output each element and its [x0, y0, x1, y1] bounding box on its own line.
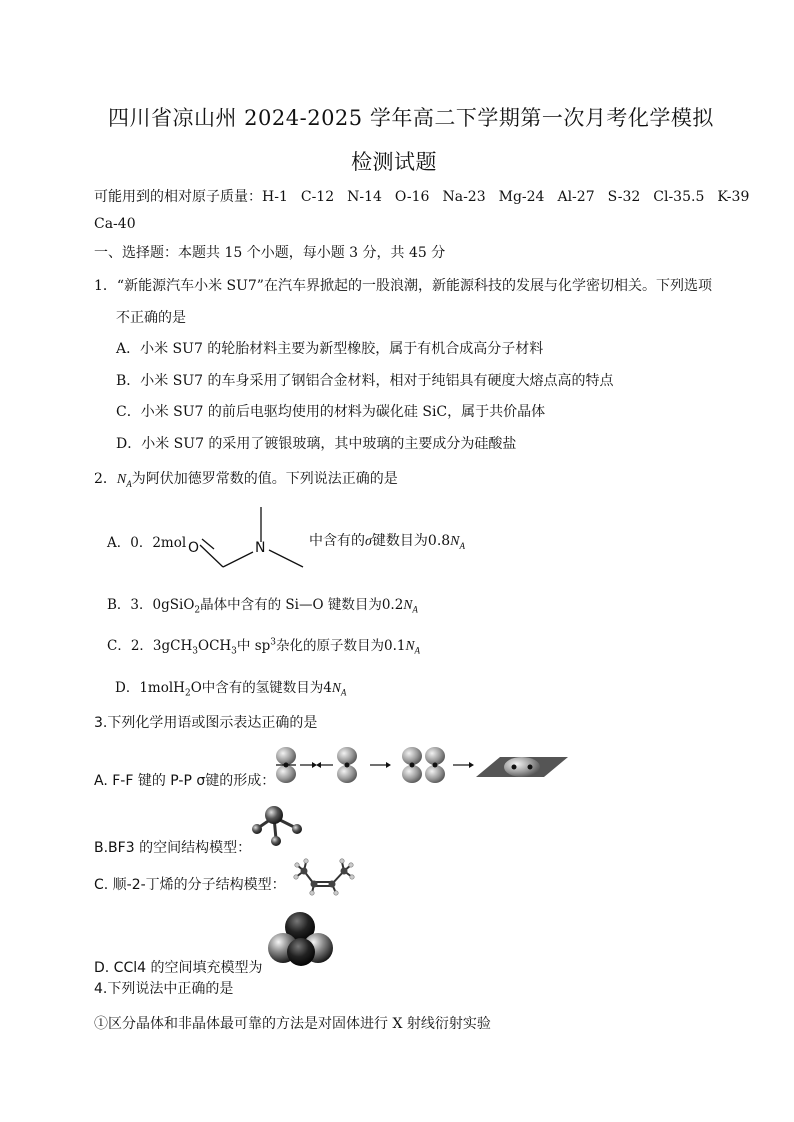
atomic-mass: Cl-35.5 [653, 189, 705, 205]
q3-option-a: A. F-F 键的 P-P σ键的形成： [94, 773, 276, 789]
q2-option-b: B．3．0gSiO$_2$晶体中含有的 Si—O 键数目为$0.2N_A$ [107, 597, 418, 616]
q2-option-a-prefix: A．0．2mol [107, 535, 187, 551]
oxygen-label: O [188, 540, 200, 556]
pp-sigma-orbital-diagram [270, 743, 570, 789]
q1-option-d: D．小米 SU7 的采用了镀银玻璃，其中玻璃的主要成分为硅酸盐 [116, 436, 517, 452]
atomic-mass: O-16 [394, 189, 430, 205]
atomic-mass: K-39 [717, 189, 750, 205]
q3-option-d: D. CCl4 的空间填充模型为 [94, 960, 263, 976]
q1-option-c: C．小米 SU7 的前后电驱均使用的材料为碳化硅 SiC，属于共价晶体 [116, 404, 546, 420]
section-heading: 一、选择题：本题共 15 个小题，每小题 3 分，共 45 分 [94, 245, 446, 261]
q3-stem: 3.下列化学用语或图示表达正确的是 [94, 715, 318, 731]
dmf-structure-diagram [183, 502, 313, 572]
atomic-masses-label: 可能用到的相对原子质量： [94, 189, 262, 205]
q3-option-c: C. 顺-2-丁烯的分子结构模型： [94, 877, 286, 893]
atomic-mass: Na-23 [442, 189, 486, 205]
bf3-model-diagram [246, 803, 306, 849]
atomic-mass: Al-27 [557, 189, 595, 205]
atomic-mass-wrap: Ca-40 [94, 216, 136, 232]
q2-stem: 2．$N_A$为阿伏加德罗常数的值。下列说法正确的是 [94, 471, 398, 489]
q1-stem-cont: 不正确的是 [116, 310, 186, 326]
q2-option-a-text: 中含有的σ键数目为$0.8N_A$ [309, 533, 466, 551]
atomic-mass: Mg-24 [498, 189, 545, 205]
page-subtitle: 检测试题 [351, 150, 437, 174]
page-title: 四川省凉山州 2024-2025 学年高二下学期第一次月考化学模拟 [108, 106, 714, 130]
atomic-mass: C-12 [300, 189, 335, 205]
atomic-mass: N-14 [347, 189, 382, 205]
q2-option-c: C．2．$3gCH_3OCH_3$中 $sp^3$杂化的原子数目为$0.1N_A$ [107, 637, 421, 657]
atomic-mass: H-1 [262, 189, 288, 205]
atomic-masses-line [94, 186, 749, 206]
q3-option-b: B.BF3 的空间结构模型： [94, 840, 252, 856]
q4-statement-1: ①区分晶体和非晶体最可靠的方法是对固体进行 X 射线衍射实验 [94, 1016, 491, 1032]
ccl4-space-filling-model [266, 910, 336, 968]
cis-2-butene-model-diagram [292, 857, 356, 897]
q2-option-d: D．1molH$_2$O中含有的氢键数目为$4N_A$ [115, 680, 347, 699]
q1-stem: 1．“新能源汽车小米 SU7”在汽车界掀起的一股浪潮，新能源科技的发展与化学密切相关。下列选项 [94, 278, 712, 294]
q1-option-a: A．小米 SU7 的轮胎材料主要为新型橡胶，属于有机合成高分子材料 [116, 341, 544, 357]
q4-stem: 4.下列说法中正确的是 [94, 981, 234, 997]
q1-option-b: B．小米 SU7 的车身采用了钢铝合金材料，相对于纯铝具有硬度大熔点高的特点 [116, 373, 614, 389]
atomic-mass: S-32 [607, 189, 641, 205]
nitrogen-label: N [255, 540, 266, 556]
